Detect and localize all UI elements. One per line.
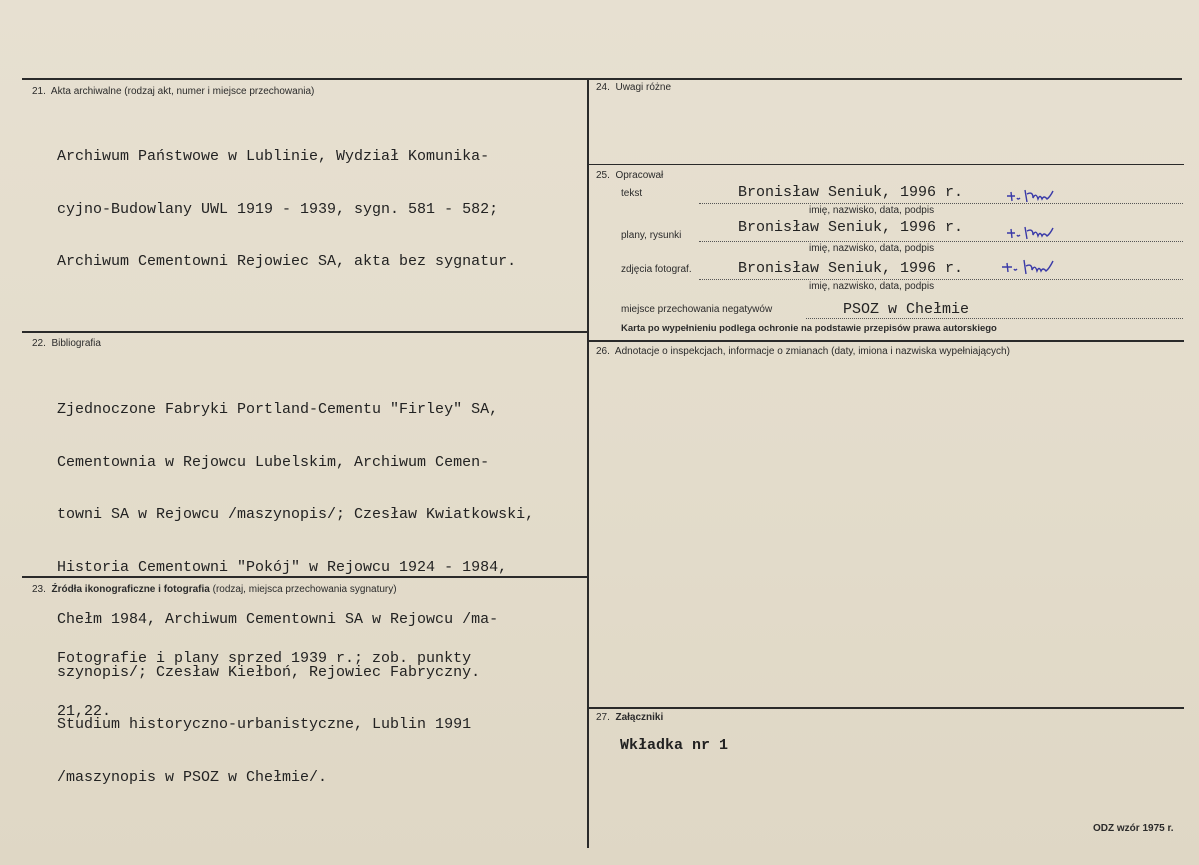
row-plans-label: plany, rysunki	[621, 230, 682, 241]
text-line: Archiwum Państwowe w Lublinie, Wydział Komunika-	[57, 148, 490, 165]
section-23-label	[32, 584, 397, 595]
section-21-label	[32, 86, 314, 97]
form-footer: ODZ wzór 1975 r.	[1093, 823, 1174, 834]
section-27-title: Załączniki	[615, 712, 664, 723]
negatives-value: PSOZ w Chełmie	[843, 301, 970, 318]
row-plans-value: Bronisław Seniuk, 1996 r.	[738, 219, 964, 236]
text-line: cyjno-Budowlany UWL 1919 - 1939, sygn. 581 - 582;	[57, 200, 499, 218]
section-22-title: Bibliografia	[51, 338, 101, 349]
row-plans-dotline	[699, 241, 1183, 242]
row-text-dotline	[699, 203, 1183, 204]
text-line: towni SA w Rejowcu /maszynopis/; Czesław Kwiatkowski,	[57, 506, 535, 523]
rule-25-26	[588, 340, 1184, 342]
row-plans-caption: imię, nazwisko, data, podpis	[809, 243, 935, 254]
rule-21-22	[22, 331, 588, 333]
text-line: Chełm 1984, Archiwum Cementowni SA w Rejowcu /ma-	[57, 611, 499, 628]
text-line: /maszynopis w PSOZ w Chełmie/.	[57, 768, 328, 786]
section-23-subtitle: (rodzaj, miejsca przechowania sygnatury)	[212, 584, 397, 595]
section-25-title: Opracował	[615, 170, 664, 181]
section-26-label	[596, 346, 1010, 357]
negatives-label: miejsce przechowania negatywów	[621, 304, 773, 315]
section-24-title: Uwagi różne	[615, 82, 672, 93]
negatives-dotline	[806, 318, 1183, 319]
section-21-number: 21.	[32, 86, 46, 97]
section-21-title: Akta archiwalne (rodzaj akt, numer i miejsce przechowania)	[50, 86, 315, 97]
section-27-number: 27.	[596, 712, 610, 723]
section-26-number: 26.	[596, 346, 610, 357]
section-25-number: 25.	[596, 170, 610, 181]
text-line: Historia Cementowni "Pokój" w Rejowcu 1924 - 1984,	[57, 558, 508, 576]
top-rule	[22, 78, 1182, 80]
section-22-label	[32, 338, 101, 349]
text-line: 21,22.	[57, 702, 112, 720]
row-photos-value: Bronisław Seniuk, 1996 r.	[738, 260, 964, 277]
row-photos-caption: imię, nazwisko, data, podpis	[809, 281, 935, 292]
text-line: Zjednoczone Fabryki Portland-Cementu "Firley" SA,	[57, 401, 499, 418]
section-23-number: 23.	[32, 584, 46, 595]
section-27-value: Wkładka nr 1	[620, 737, 729, 754]
text-line: Fotografie i plany sprzed 1939 r.; zob. punkty	[57, 650, 472, 667]
rule-26-27	[588, 707, 1184, 709]
section-21-text	[57, 113, 516, 306]
section-26-title: Adnotacje o inspekcjach, informacje o zmianach (daty, imiona i nazwiska wypełniających)	[614, 346, 1010, 357]
section-27-label	[596, 712, 663, 723]
center-divider	[587, 78, 589, 848]
signature-icon	[998, 255, 1088, 277]
row-photos-label: zdjęcia fotograf.	[621, 264, 692, 275]
section-24-number: 24.	[596, 82, 610, 93]
rule-24-25	[588, 164, 1184, 165]
section-23-title: Źródła ikonograficzne i fotografia	[51, 584, 210, 595]
section-24-label	[596, 82, 671, 93]
text-line: Cementownia w Rejowcu Lubelskim, Archiwum Cemen-	[57, 453, 490, 471]
text-line: Studium historyczno-urbanistyczne, Lublin 1991	[57, 716, 472, 733]
section-23-text	[57, 615, 471, 755]
copyright-notice: Karta po wypełnieniu podlega ochronie na podstawie przepisów prawa autorskiego	[621, 323, 997, 334]
text-line: Archiwum Cementowni Rejowiec SA, akta bez sygnatur.	[57, 253, 517, 270]
section-25-label	[596, 170, 663, 181]
row-text-label: tekst	[621, 188, 643, 199]
text-line: szynopis/; Czesław Kiełboń, Rejowiec Fabryczny.	[57, 663, 481, 681]
row-text-caption: imię, nazwisko, data, podpis	[809, 205, 935, 216]
signature-icon	[1003, 221, 1083, 241]
row-text-value: Bronisław Seniuk, 1996 r.	[738, 184, 964, 201]
row-photos-dotline	[699, 279, 1183, 280]
signature-icon	[1003, 184, 1083, 204]
section-22-number: 22.	[32, 338, 46, 349]
